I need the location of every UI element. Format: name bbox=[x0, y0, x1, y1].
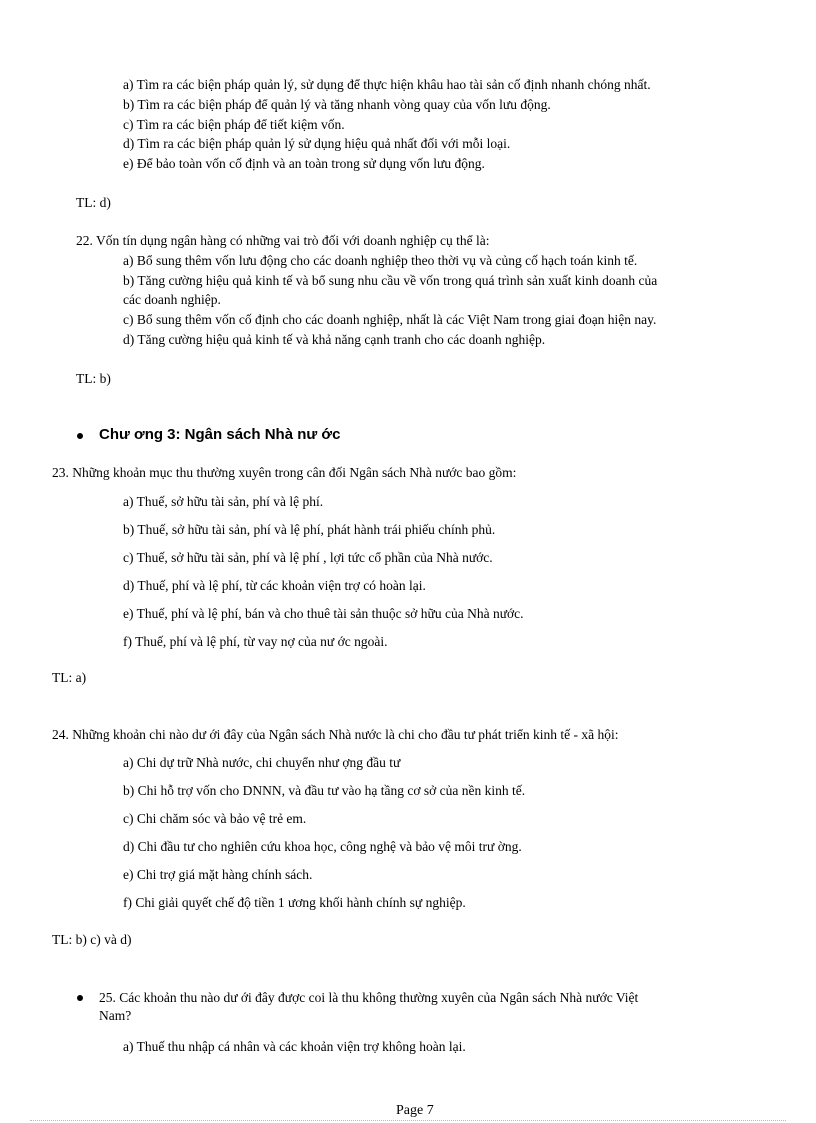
q24-option-b: b) Chi hỗ trợ vốn cho DNNN, và đầu tư vào hạ tầng cơ sở của nền kinh tế. bbox=[123, 783, 526, 798]
q24-option-c: c) Chi chăm sóc và bảo vệ trẻ em. bbox=[123, 811, 307, 826]
q24-option-e: e) Chi trợ giá mặt hàng chính sách. bbox=[123, 867, 313, 882]
q23-option-f: f) Thuế, phí và lệ phí, từ vay nợ của nư ớc ngoài. bbox=[123, 634, 388, 649]
chapter-heading: Chư ơng 3: Ngân sách Nhà nư ớc bbox=[99, 426, 341, 443]
q21-option-b: b) Tìm ra các biện pháp để quản lý và tăng nhanh vòng quay của vốn lưu động. bbox=[123, 97, 551, 112]
q24-option-a: a) Chi dự trữ Nhà nước, chi chuyển như ợng đầu tư bbox=[123, 755, 401, 770]
chapter-bullet-icon bbox=[77, 433, 83, 439]
q22-option-b: b) Tăng cường hiệu quả kinh tế và bổ sung nhu cầu về vốn trong quá trình sản xuất kinh doanh của bbox=[123, 273, 658, 288]
q22-option-b-cont: các doanh nghiệp. bbox=[123, 292, 221, 307]
q22-option-d: d) Tăng cường hiệu quả kinh tế và khả năng cạnh tranh cho các doanh nghiệp. bbox=[123, 332, 546, 347]
footer-divider bbox=[30, 1120, 786, 1121]
q21-answer: TL: d) bbox=[76, 195, 111, 210]
q23-question: 23. Những khoản mục thu thường xuyên trong cân đối Ngân sách Nhà nước bao gồm: bbox=[52, 465, 517, 480]
q23-option-a: a) Thuế, sở hữu tài sản, phí và lệ phí. bbox=[123, 494, 324, 509]
page-number: Page 7 bbox=[396, 1103, 434, 1118]
q23-option-c: c) Thuế, sở hữu tài sản, phí và lệ phí , lợi tức cổ phần của Nhà nước. bbox=[123, 550, 493, 565]
q24-question: 24. Những khoản chi nào dư ới đây của Ngân sách Nhà nước là chi cho đầu tư phát triển kinh tế - xã hội: bbox=[52, 727, 619, 742]
q21-option-a: a) Tìm ra các biện pháp quản lý, sử dụng để thực hiện khâu hao tài sản cố định nhanh chóng nhất. bbox=[123, 77, 651, 92]
q23-option-b: b) Thuế, sở hữu tài sản, phí và lệ phí, phát hành trái phiếu chính phủ. bbox=[123, 522, 496, 537]
q25-question: 25. Các khoản thu nào dư ới đây được coi là thu không thường xuyên của Ngân sách Nhà nước Việt bbox=[99, 990, 639, 1005]
q25-question-cont: Nam? bbox=[99, 1008, 132, 1023]
q21-option-d: d) Tìm ra các biện pháp quản lý sử dụng hiệu quả nhất đối với mỗi loại. bbox=[123, 136, 511, 151]
q24-answer: TL: b) c) và d) bbox=[52, 932, 132, 947]
q25-bullet-icon bbox=[77, 995, 83, 1001]
q23-option-e: e) Thuế, phí và lệ phí, bán và cho thuê tài sản thuộc sở hữu của Nhà nước. bbox=[123, 606, 524, 621]
q22-answer: TL: b) bbox=[76, 371, 111, 386]
q22-option-a: a) Bổ sung thêm vốn lưu động cho các doanh nghiệp theo thời vụ và củng cố hạch toán kinh tế. bbox=[123, 253, 638, 268]
q24-option-d: d) Chi đầu tư cho nghiên cứu khoa học, công nghệ và bảo vệ môi trư ờng. bbox=[123, 839, 522, 854]
q21-option-c: c) Tìm ra các biện pháp để tiết kiệm vốn. bbox=[123, 117, 345, 132]
q24-option-f: f) Chi giải quyết chế độ tiền 1 ương khối hành chính sự nghiệp. bbox=[123, 895, 466, 910]
q23-answer: TL: a) bbox=[52, 670, 87, 685]
q25-option-a: a) Thuế thu nhập cá nhân và các khoản viện trợ không hoàn lại. bbox=[123, 1039, 466, 1054]
q22-question: 22. Vốn tín dụng ngân hàng có những vai trò đối với doanh nghiệp cụ thể là: bbox=[76, 233, 490, 248]
q23-option-d: d) Thuế, phí và lệ phí, từ các khoản viện trợ có hoàn lại. bbox=[123, 578, 426, 593]
q21-option-e: e) Để bảo toàn vốn cố định và an toàn trong sử dụng vốn lưu động. bbox=[123, 156, 485, 171]
q22-option-c: c) Bổ sung thêm vốn cố định cho các doanh nghiệp, nhất là các Việt Nam trong giai đoạn hiện nay. bbox=[123, 312, 657, 327]
